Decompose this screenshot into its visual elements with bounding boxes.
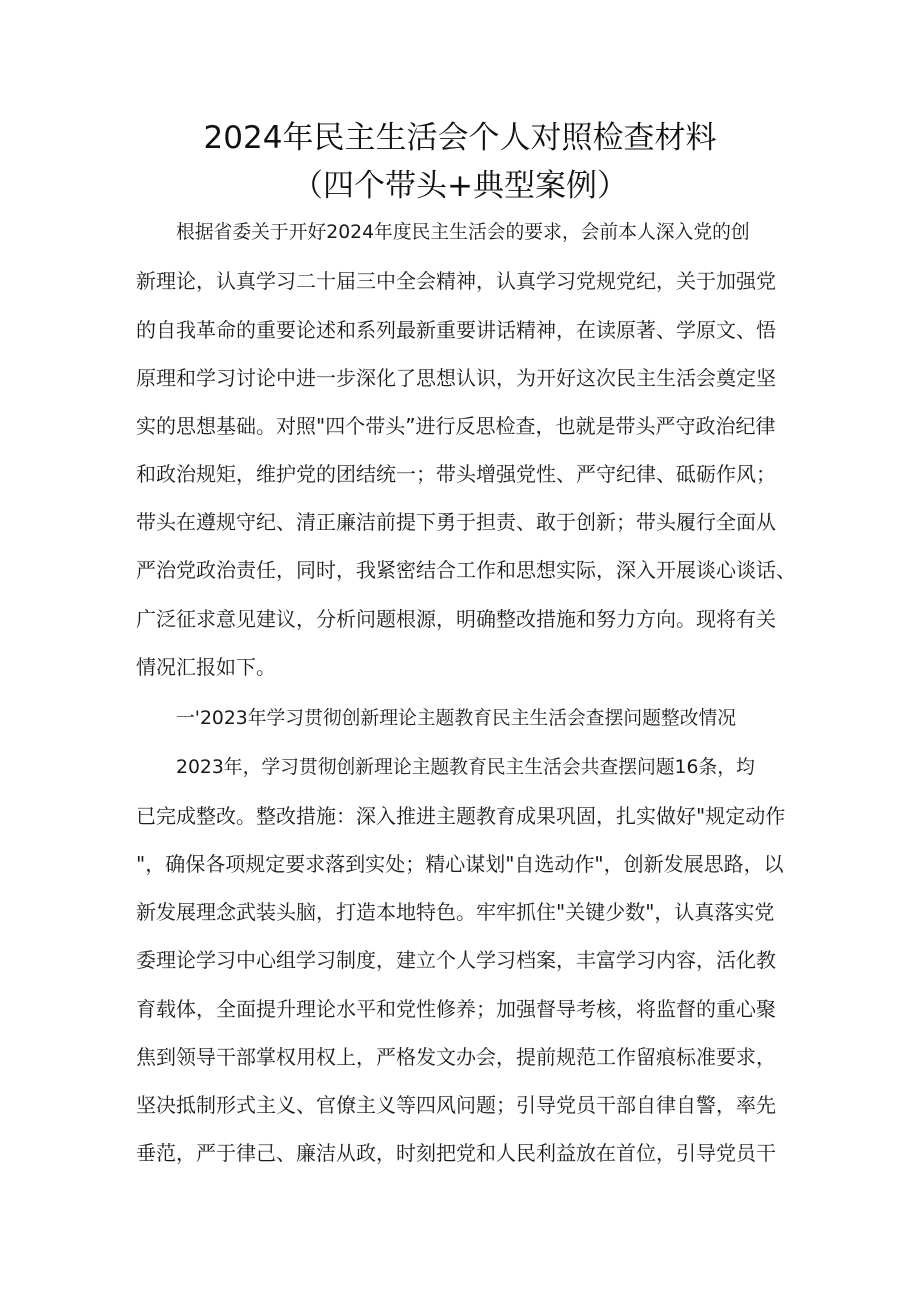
paragraph-line: 的自我革命的重要论述和系列最新重要讲话精神，在读原著、学原文、悟 (136, 318, 776, 342)
paragraph-line: 根据省委关于开好2024年度民主生活会的要求，会前本人深入党的创 (176, 222, 750, 243)
paragraph-line: 焦到领导干部掌权用权上，严格发文办会，提前规范工作留痕标准要求， (136, 1045, 776, 1069)
document-subtitle: （四个带头+典型案例） (292, 168, 628, 204)
paragraph-line: 委理论学习中心组学习制度，建立个人学习档案，丰富学习内容，活化教 (136, 948, 776, 972)
document-title: 2024年民主生活会个人对照检查材料 (203, 120, 717, 156)
paragraph-line: 实的思想基础。对照"四个带头”进行反思检查，也就是带头严守政治纪律 (136, 414, 776, 438)
paragraph-line: 情况汇报如下。 (136, 655, 276, 679)
paragraph-line: 垂范，严于律己、廉洁从政，时刻把党和人民利益放在首位，引导党员干 (136, 1141, 776, 1165)
paragraph-line: 严治党政治责任，同时，我紧密结合工作和思想实际，深入开展谈心谈话、 (136, 558, 796, 582)
paragraph-line: 已完成整改。整改措施：深入推进主题教育成果巩固，扎实做好"规定动作 (136, 804, 786, 828)
paragraph-line: 和政治规矩，维护党的团结统一；带头增强党性、严守纪律、砥砺作风； (136, 462, 776, 486)
paragraph-line: 坚决抵制形式主义、官僚主义等四风问题；引导党员干部自律自警，率先 (136, 1093, 776, 1117)
paragraph-line: 育载体，全面提升理论水平和党性修养；加强督导考核，将监督的重心聚 (136, 997, 776, 1021)
paragraph-line: 广泛征求意见建议，分析问题根源，明确整改措施和努力方向。现将有关 (136, 607, 776, 631)
paragraph-line: 新理论，认真学习二十届三中全会精神，认真学习党规党纪，关于加强党 (136, 269, 776, 293)
paragraph-line: 原理和学习讨论中进一步深化了思想认识，为开好这次民主生活会奠定坚 (136, 366, 776, 390)
paragraph-line: "，确保各项规定要求落到实处；精心谋划"自选动作"，创新发展思路，以 (136, 852, 784, 876)
section-heading: 一'2023年学习贯彻创新理论主题教育民主生活会查摆问题整改情况 (176, 708, 737, 729)
paragraph-line: 新发展理念武装头脑，打造本地特色。牢牢抓住"关键少数"，认真落实党 (136, 900, 775, 924)
paragraph-line: 带头在遵规守纪、清正廉洁前提下勇于担责、敢于创新；带头履行全面从 (136, 510, 776, 534)
paragraph-line: 2023年，学习贯彻创新理论主题教育民主生活会共查摆问题16条，均 (176, 757, 755, 778)
